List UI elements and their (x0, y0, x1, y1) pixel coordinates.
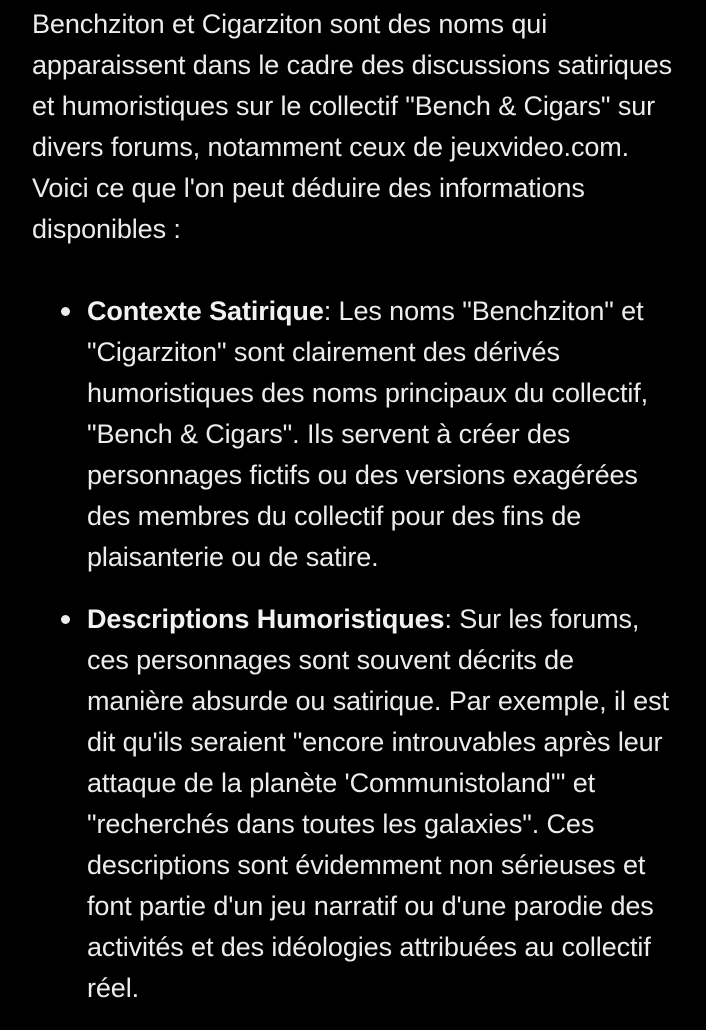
intro-paragraph: Benchziton et Cigarziton sont des noms qui apparaissent dans le cadre des discussions satiriques et humoristiques sur le collectif "Bench & Cigars" sur divers forums, notamment ceux de jeuxvideo.com. Voici ce que l'on peut déduire des informations disponibles : (32, 9, 673, 244)
bullet-text: : Les noms "Benchziton" et "Cigarziton" sont clairement des dérivés humoristiques des noms principaux du collectif, "Bench & Cigars". Ils servent à créer des personnages fictifs ou des versions exagérées des membres du collectif pour des fins de plaisanterie ou de satire. (87, 296, 649, 572)
bullet-term: Contexte Satirique (87, 296, 324, 326)
assistant-message (32, 4, 677, 1030)
bullet-term: Descriptions Humoristiques (87, 604, 445, 634)
bullet-list (32, 291, 677, 1009)
list-item-descriptions-humoristiques (87, 599, 677, 1009)
bullet-text: : Sur les forums, ces personnages sont souvent décrits de manière absurde ou satirique. Par exemple, il est dit qu'ils seraient "encore introuvables après leur attaque de la planète 'Communistoland'" et "recherchés dans toutes les galaxies". Ces descriptions sont évidemment non sérieuses et font partie d'un jeu narratif ou d'une parodie des activités et des idéologies attribuées au collectif réel. (87, 604, 669, 1003)
list-item-contexte-satirique (87, 291, 677, 578)
